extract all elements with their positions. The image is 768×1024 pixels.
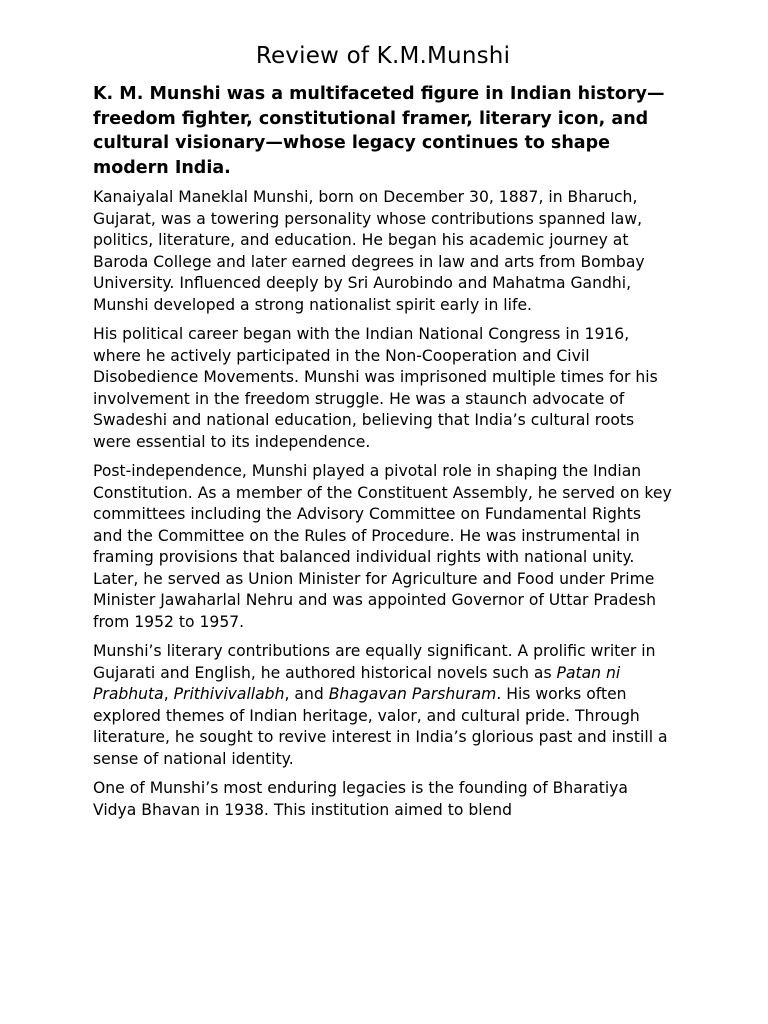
paragraph-political-career: His political career began with the Indian National Congress in 1916, where he actively participated in the Non-Cooperation and Civil Disobedience Movements. Munshi was imprisoned multiple times for his involvement in the freedom struggle. He was a staunch advocate of Swadeshi and national education, believing that India’s cultural roots were essential to its independence. — [93, 325, 658, 451]
paragraph-constitution: Post-independence, Munshi played a pivotal role in shaping the Indian Constitution. As a member of the Constituent Assembly, he served on key committees including the Advisory Committee on Fundamental Rights and the Committee on the Rules of Procedure. He was instrumental in framing provisions that balanced individual rights with national unity. Later, he served as Union Minister for Agriculture and Food under Prime Minister Jawaharlal Nehru and was appointed Governor of Uttar Pradesh from 1952 to 1957. — [93, 462, 672, 631]
paragraph-early-life: Kanaiyalal Maneklal Munshi, born on December 30, 1887, in Bharuch, Gujarat, was a towering personality whose contributions spanned law, politics, literature, and education. He began his academic journey at Baroda College and later earned degrees in law and arts from Bombay University. Influenced deeply by Sri Aurobindo and Mahatma Gandhi, Munshi developed a strong nationalist spirit early in life. — [93, 188, 645, 314]
paragraph-literary — [93, 641, 673, 770]
document-title: Review of K.M.Munshi — [255, 43, 511, 69]
document-body — [93, 40, 673, 829]
literary-separator-1: , — [163, 685, 174, 703]
lead-summary: K. M. Munshi was a multifaceted figure in Indian history—freedom fighter, constitutional framer, literary icon, and cultural visionary—whose legacy continues to shape modern India. — [93, 84, 665, 178]
literary-text-before: Munshi’s literary contributions are equally significant. A prolific writer in Gujarati and English, he authored historical novels such as — [93, 642, 656, 682]
novel-title-prithivivallabh: Prithivivallabh — [173, 685, 285, 703]
literary-text-after: . His works often explored themes of Indian heritage, valor, and cultural pride. Through literature, he sought to revive interest in India’s glorious past and instill a sense of national identity. — [93, 685, 668, 768]
novel-title-bhagavan-parshuram: Bhagavan Parshuram — [328, 685, 497, 703]
paragraph-bhavan: One of Munshi’s most enduring legacies is the founding of Bharatiya Vidya Bhavan in 1938. This institution aimed to blend — [93, 779, 628, 819]
literary-separator-2: , and — [284, 685, 329, 703]
novel-title-patan: Patan ni Prabhuta — [93, 663, 621, 703]
